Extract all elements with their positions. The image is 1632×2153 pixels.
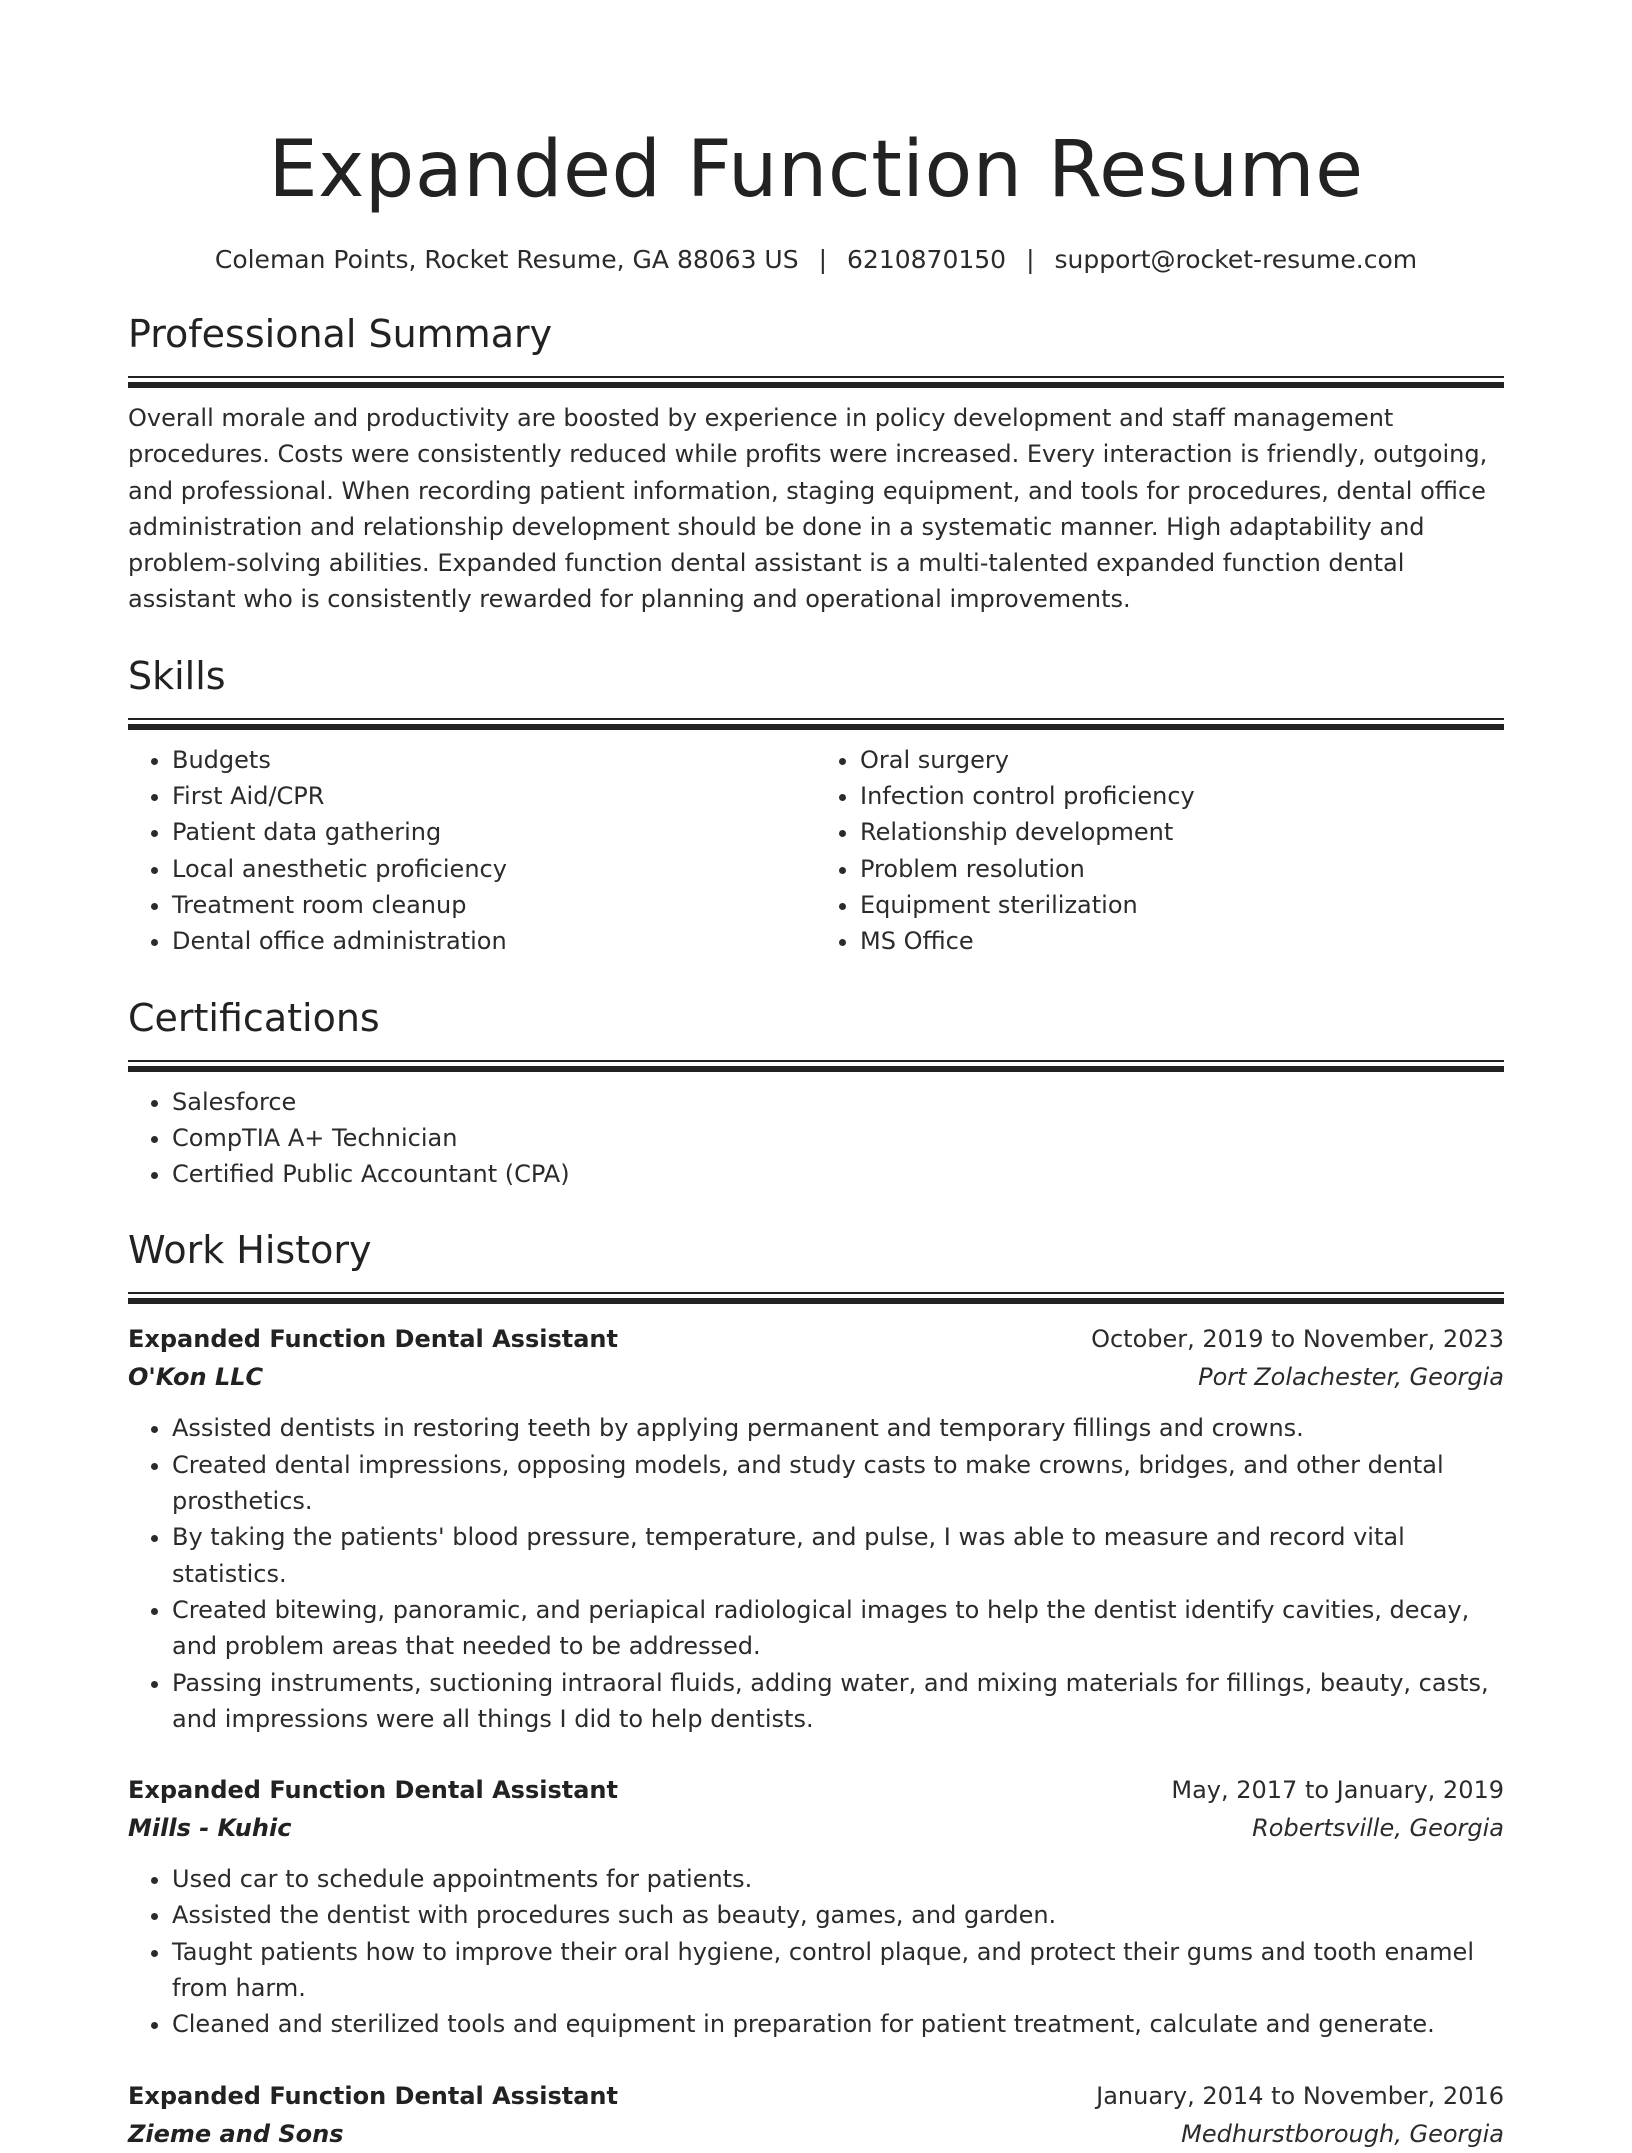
job-duty-item: • Passing instruments, suctioning intraoral fluids, adding water, and mixing materials for fillings, beauty, casts, and impressions were all things I did to help dentists. xyxy=(172,1665,1504,1738)
job-duty-item: • Taught patients how to improve their oral hygiene, control plaque, and protect their gums and tooth enamel from harm. xyxy=(172,1934,1504,2007)
section-divider xyxy=(128,718,1504,730)
job-location: Port Zolachester, Georgia xyxy=(1198,1363,1504,1392)
job-duty-item: • Created bitewing, panoramic, and periapical radiological images to help the dentist identify cavities, decay, and problem areas that needed to be addressed. xyxy=(172,1592,1504,1665)
contact-separator: | xyxy=(1026,245,1035,274)
job-company: Mills - Kuhic xyxy=(128,1814,292,1843)
job-dates: January, 2014 to November, 2016 xyxy=(1096,2081,1504,2110)
section-heading-work-history: Work History xyxy=(128,1228,372,1273)
job-company-row xyxy=(128,1358,1504,1396)
job-header-row xyxy=(128,2077,1504,2115)
certification-item: • CompTIA A+ Technician xyxy=(172,1120,1504,1156)
summary-section xyxy=(128,310,1504,618)
skills-list-left xyxy=(128,742,816,960)
section-divider xyxy=(128,1060,1504,1072)
section-divider xyxy=(128,376,1504,388)
job-company-row xyxy=(128,1809,1504,1847)
section-heading-skills: Skills xyxy=(128,653,226,698)
contact-line xyxy=(128,244,1504,276)
skill-item: • Treatment room cleanup xyxy=(172,887,816,923)
job-entry xyxy=(128,1771,1504,2042)
job-title: Expanded Function Dental Assistant xyxy=(128,1776,618,1805)
job-duty-item: • Assisted dentists in restoring teeth by applying permanent and temporary fillings and crowns. xyxy=(172,1410,1504,1446)
job-entry xyxy=(128,1320,1504,1737)
skills-section xyxy=(128,652,1504,960)
skill-item: • Relationship development xyxy=(860,814,1504,850)
resume-title: Expanded Function Resume xyxy=(268,125,1364,215)
job-duty-item: • Assisted the dentist with procedures such as beauty, games, and garden. xyxy=(172,1897,1504,1933)
job-header-row xyxy=(128,1320,1504,1358)
skills-list-right xyxy=(816,742,1504,960)
section-divider xyxy=(128,1292,1504,1304)
section-heading-summary: Professional Summary xyxy=(128,312,553,356)
job-company: Zieme and Sons xyxy=(128,2119,344,2148)
skill-item: • Dental office administration xyxy=(172,923,816,959)
certification-item: • Certified Public Accountant (CPA) xyxy=(172,1156,1504,1192)
skill-item: • Oral surgery xyxy=(860,742,1504,778)
job-duty-item: • Cleaned and sterilized tools and equipment in preparation for patient treatment, calculate and generate. xyxy=(172,2006,1504,2042)
certifications-section xyxy=(128,994,1504,1193)
job-title: Expanded Function Dental Assistant xyxy=(128,1325,618,1354)
skill-item: • First Aid/CPR xyxy=(172,778,816,814)
job-duty-item: • By taking the patients' blood pressure, temperature, and pulse, I was able to measure and record vital statistics. xyxy=(172,1519,1504,1592)
job-duties-list xyxy=(128,1861,1504,2042)
job-location: Robertsville, Georgia xyxy=(1252,1814,1504,1843)
skills-grid xyxy=(128,742,1504,960)
contact-email: support@rocket-resume.com xyxy=(1054,245,1418,274)
job-duty-item: • Created dental impressions, opposing models, and study casts to make crowns, bridges, and other dental prosthetics. xyxy=(172,1447,1504,1520)
skill-item: • Local anesthetic proficiency xyxy=(172,851,816,887)
contact-address: Coleman Points, Rocket Resume, GA 88063 US xyxy=(214,245,799,274)
job-title: Expanded Function Dental Assistant xyxy=(128,2081,618,2110)
skill-item: • Patient data gathering xyxy=(172,814,816,850)
skill-item: • Equipment sterilization xyxy=(860,887,1504,923)
summary-text: Overall morale and productivity are boosted by experience in policy development and staff management procedures. Costs were consistently reduced while profits were increased. Every interaction is friendly, outgoing, and professional. When recording patient information, staging equipment, and tools for procedures, dental office administration and relationship development should be done in a systematic manner. High adaptability and problem-solving abilities. Expanded function dental assistant is a multi-talented expanded function dental assistant who is consistently rewarded for planning and operational improvements. xyxy=(128,404,1488,614)
skill-item: • Budgets xyxy=(172,742,816,778)
job-header-row xyxy=(128,1771,1504,1809)
skill-item: • Infection control proficiency xyxy=(860,778,1504,814)
job-company-row xyxy=(128,2115,1504,2153)
skill-item: • MS Office xyxy=(860,923,1504,959)
skill-item: • Problem resolution xyxy=(860,851,1504,887)
job-dates: October, 2019 to November, 2023 xyxy=(1091,1325,1504,1354)
work-history-section xyxy=(128,1226,1504,2152)
section-heading-certifications: Certifications xyxy=(128,995,380,1040)
certification-item: • Salesforce xyxy=(172,1084,1504,1120)
job-dates: May, 2017 to January, 2019 xyxy=(1171,1776,1504,1805)
contact-phone: 6210870150 xyxy=(847,245,1007,274)
job-location: Medhurstborough, Georgia xyxy=(1181,2119,1504,2148)
job-entry xyxy=(128,2077,1504,2153)
job-duties-list xyxy=(128,1410,1504,1737)
job-company: O'Kon LLC xyxy=(128,1363,264,1392)
contact-separator: | xyxy=(818,245,828,274)
certifications-list xyxy=(128,1084,1504,1193)
job-duty-item: • Used car to schedule appointments for patients. xyxy=(172,1861,1504,1897)
